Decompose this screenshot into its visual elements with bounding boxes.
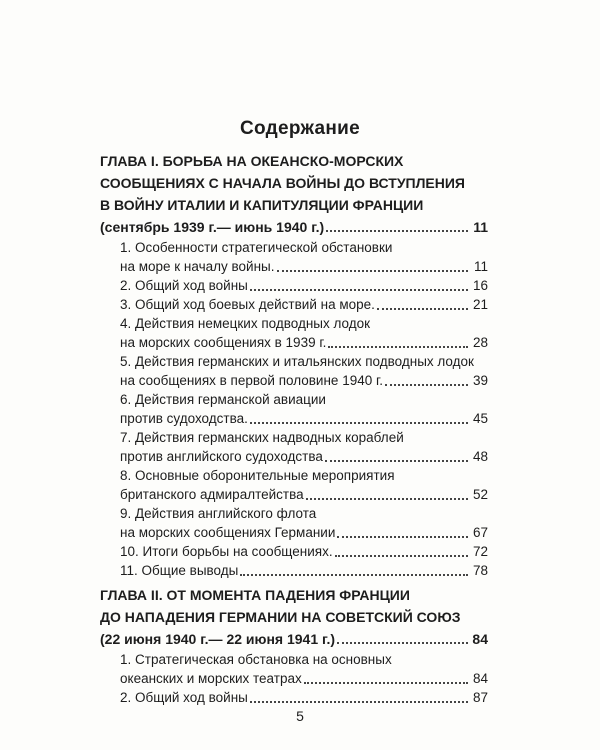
chapter-2-heading-line-1: ГЛАВА II. ОТ МОМЕНТА ПАДЕНИЯ ФРАНЦИИ: [100, 587, 410, 603]
page-number: 67: [472, 525, 488, 540]
page-number: 84: [472, 671, 488, 686]
page-number: 72: [472, 544, 488, 559]
page-number: 11: [473, 259, 488, 274]
page-number-footer: 5: [296, 708, 304, 724]
leader-dots: [250, 422, 468, 424]
leader-dots: [337, 642, 468, 644]
toc-item-6-line-1: 6. Действия германской авиации: [120, 392, 326, 407]
page-number: 28: [472, 335, 488, 350]
toc-item-8-line-1: 8. Основные оборонительные мероприятия: [120, 468, 395, 483]
ch2-item-1[interactable]: океанских и морских театрах 84: [120, 671, 488, 686]
page-number: 39: [472, 373, 488, 388]
ch2-item-1-line-1: 1. Стратегическая обстановка на основных: [120, 652, 392, 667]
leader-dots: [326, 230, 468, 232]
toc-item-5-line-1: 5. Действия германских и итальянских подводных лодок: [120, 354, 474, 369]
toc-item-8[interactable]: британского адмиралтейства 52: [120, 487, 488, 502]
leader-dots: [377, 308, 468, 310]
page-number: 78: [472, 563, 488, 578]
leader-dots: [250, 701, 468, 703]
page-title: Содержание: [239, 118, 361, 139]
page-number: 16: [472, 278, 488, 293]
leader-dots: [250, 289, 468, 291]
page-number: 21: [472, 297, 488, 312]
leader-dots: [337, 536, 468, 538]
chapter-2-heading-line-2: ДО НАПАДЕНИЯ ГЕРМАНИИ НА СОВЕТСКИЙ СОЮЗ: [100, 609, 461, 625]
page-number: 84: [472, 631, 488, 647]
leader-dots: [306, 498, 468, 500]
leader-dots: [240, 574, 468, 576]
toc-item-3[interactable]: 3. Общий ход боевых действий на море. 21: [120, 297, 488, 312]
toc-item-6[interactable]: против судоходства. 45: [120, 411, 488, 426]
leader-dots: [385, 384, 468, 386]
chapter-2-entry[interactable]: (22 июня 1940 г.— 22 июня 1941 г.) 84: [100, 631, 488, 647]
leader-dots: [304, 682, 468, 684]
leader-dots: [325, 460, 468, 462]
chapter-1-heading-line-3: В ВОЙНУ ИТАЛИИ И КАПИТУЛЯЦИИ ФРАНЦИИ: [100, 197, 424, 213]
page-number: 11: [473, 219, 488, 235]
chapter-1-heading-line-1: ГЛАВА I. БОРЬБА НА ОКЕАНСКО-МОРСКИХ: [100, 153, 404, 169]
ch2-item-2[interactable]: 2. Общий ход войны 87: [120, 690, 488, 705]
toc-item-11[interactable]: 11. Общие выводы 78: [120, 563, 488, 578]
toc-item-4[interactable]: на морских сообщениях в 1939 г. 28: [120, 335, 488, 350]
toc-item-7-line-1: 7. Действия германских надводных кораблей: [120, 430, 404, 445]
page-number: 87: [472, 690, 488, 705]
toc-item-1-line-1: 1. Особенности стратегической обстановки: [120, 240, 393, 255]
toc-item-7[interactable]: против английского судоходства 48: [120, 449, 488, 464]
toc-item-5[interactable]: на сообщениях в первой половине 1940 г. 39: [120, 373, 488, 388]
page-number: 48: [472, 449, 488, 464]
toc-item-4-line-1: 4. Действия немецких подводных лодок: [120, 316, 371, 331]
page-number: 45: [472, 411, 488, 426]
leader-dots: [335, 555, 468, 557]
toc-item-9-line-1: 9. Действия английского флота: [120, 506, 317, 521]
page-number: 52: [472, 487, 488, 502]
toc-item-1[interactable]: на море к началу войны. 11: [120, 259, 488, 274]
leader-dots: [328, 346, 468, 348]
toc-item-9[interactable]: на морских сообщениях Германии 67: [120, 525, 488, 540]
chapter-1-entry[interactable]: (сентябрь 1939 г.— июнь 1940 г.) 11: [100, 219, 488, 235]
toc-item-10[interactable]: 10. Итоги борьбы на сообщениях. 72: [120, 544, 488, 559]
chapter-1-heading-line-2: СООБЩЕНИЯХ С НАЧАЛА ВОЙНЫ ДО ВСТУПЛЕНИЯ: [100, 175, 465, 191]
leader-dots: [277, 270, 469, 272]
toc-item-2[interactable]: 2. Общий ход войны 16: [120, 278, 488, 293]
